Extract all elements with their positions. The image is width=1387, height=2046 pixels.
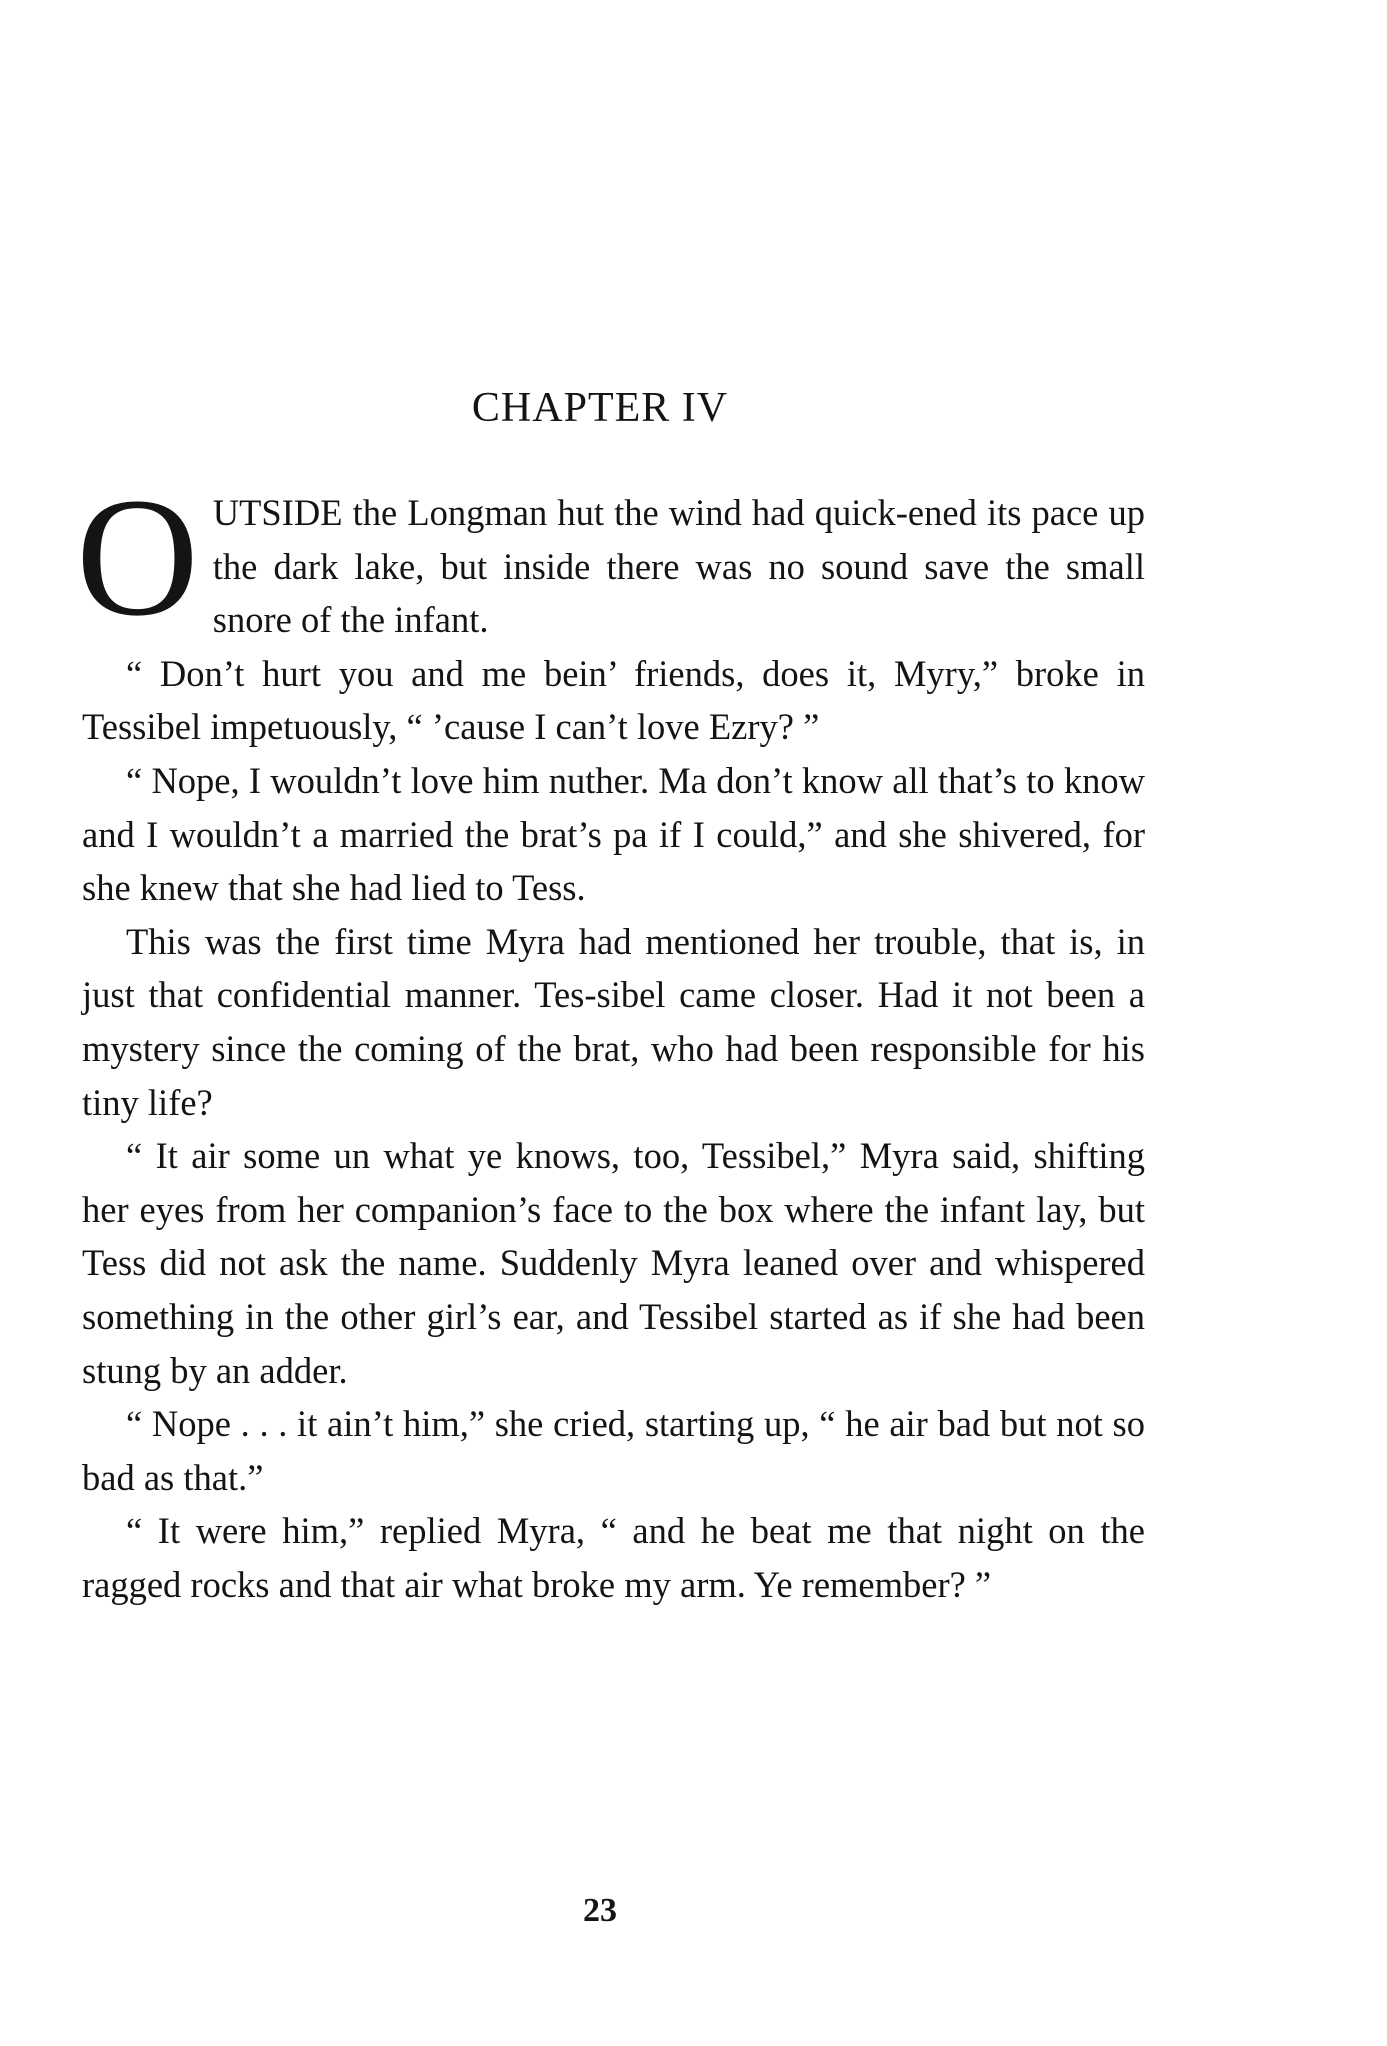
paragraph-6: “ Nope . . . it ain’t him,” she cried, starting up, “ he air bad but not so bad as that.” [82, 1403, 1145, 1498]
chapter-heading: CHAPTER IV [471, 385, 729, 431]
paragraph-7: “ It were him,” replied Myra, “ and he beat me that night on the ragged rocks and that air what broke my arm. Ye remember? ” [82, 1510, 1145, 1605]
paragraph-3: “ Nope, I wouldn’t love him nuther. Ma don’t know all that’s to know and I wouldn’t a married the brat’s pa if I could,” and she shivered, for she knew that she had lied to Tess. [82, 759, 1145, 909]
chapter-body [76, 463, 1145, 1611]
paragraph-1 [76, 463, 1145, 651]
paragraph-text: UTSIDE the Longman hut the wind had quick-ened its pace up the dark lake, but inside there was no sound save the small snore of the infant. [212, 492, 1145, 641]
page-number: 23 [583, 1892, 617, 1929]
paragraph-4: This was the first time Myra had mentioned her trouble, that is, in just that confidential manner. Tes-sibel came closer. Had it not been a mystery since the coming of the brat, who had been responsible for his tiny life? [82, 920, 1145, 1123]
drop-cap-letter: O [76, 463, 199, 651]
paragraph-2: “ Don’t hurt you and me bein’ friends, does it, Myry,” broke in Tessibel impetuously, “ ’cause I can’t love Ezry? ” [82, 652, 1145, 748]
paragraph-5: “ It air some un what ye knows, too, Tessibel,” Myra said, shifting her eyes from her companion’s face to the box where the infant lay, but Tess did not ask the name. Suddenly Myra leaned over and whispered something in the other girl’s ear, and Tessibel started as if she had been stung by an adder. [82, 1135, 1145, 1391]
